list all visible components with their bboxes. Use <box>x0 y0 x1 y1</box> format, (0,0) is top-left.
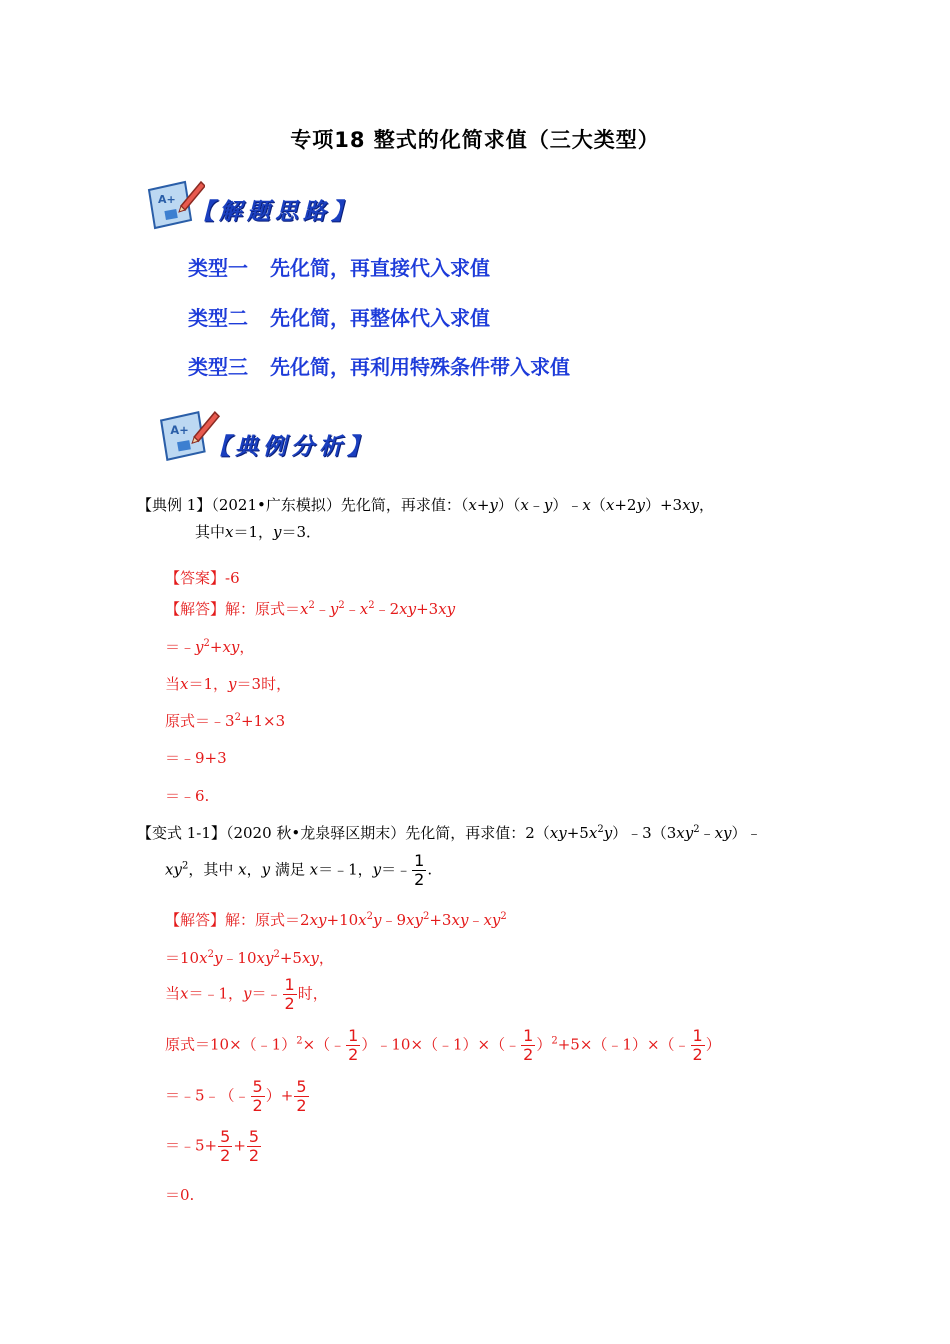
example1-solution-line-5: ＝﹣9+3 <box>165 749 227 767</box>
variant1-solution-line-5: ＝﹣5﹣（﹣ $\frac{5}{2}$ ）+ $\frac{5}{2}$ <box>165 1077 307 1115</box>
type-item-3 <box>188 351 570 380</box>
svg-text:A+: A+ <box>158 193 176 206</box>
example1-solution-line-3: 当x＝1，y＝3时， <box>165 675 292 693</box>
type-item-1 <box>188 252 490 281</box>
example1-tag: 【典例 1】 <box>137 496 212 514</box>
example1-answer <box>165 567 240 588</box>
section-title-thinking: 【解题思路】 <box>191 199 359 225</box>
variant1-solution-line-4: 原式＝10×（﹣1）$^2$×（﹣ $\frac{1}{2}$ ）﹣10×（﹣1）×（﹣ $\frac{1}{2}$ ）$^2$+5×（﹣1）×（﹣ $\frac{1}{2}$ ） <box>165 1026 721 1064</box>
variant1-condition: $xy^2$，其中 x，y 满足 x＝﹣1，y＝﹣ $\frac{1}{2}$ . <box>165 851 433 889</box>
example1-solution-line-2: $=﹣y^2+xy$， <box>165 638 255 656</box>
example1-solution-line-6: ＝﹣6. <box>165 787 210 805</box>
example1-solution-line-1: 【解答】解：原式$=x^2﹣y^2﹣x^2﹣2xy+3xy$ <box>165 600 456 618</box>
example1-source: （2021•广东模拟）先化简，再求值： <box>211 496 461 514</box>
section-title-examples: 【典例分析】 <box>207 434 375 460</box>
variant1-source: （2020 秋•龙泉驿区期末）先化简，再求值： <box>225 824 526 842</box>
page-title: 专项18 整式的化简求值（三大类型） <box>290 128 660 152</box>
type-label: 类型三 <box>188 355 248 379</box>
example1-question: 【典例 1】（2021•广东模拟）先化简，再求值：（x+y）（x﹣y）﹣x（x+2y）+3xy， <box>137 496 715 514</box>
type-text: 先化简，再利用特殊条件带入求值 <box>270 355 570 379</box>
answer-tag: 【答案】 <box>165 569 226 587</box>
type-label: 类型二 <box>188 306 248 330</box>
variant1-solution-line-7: ＝0. <box>165 1186 195 1204</box>
type-text: 先化简，再直接代入求值 <box>270 256 490 280</box>
type-text: 先化简，再整体代入求值 <box>270 306 490 330</box>
variant1-solution-line-6: ＝﹣5+ $\frac{5}{2}$ + $\frac{5}{2}$ <box>165 1127 260 1165</box>
variant1-question: 【变式 1-1】（2020 秋•龙泉驿区期末）先化简，再求值：$2(xy+5x^2y)﹣3(3xy^2﹣xy)﹣$ <box>137 824 762 842</box>
section-banner-examples <box>155 406 415 476</box>
variant1-tag: 【变式 1-1】 <box>137 824 226 842</box>
section-banner-thinking <box>145 176 405 246</box>
type-label: 类型一 <box>188 256 248 280</box>
variant1-solution-line-3: 当x＝﹣1，y＝﹣ $\frac{1}{2}$ 时， <box>165 975 328 1013</box>
answer-value: -6 <box>225 569 240 587</box>
example1-solution-line-4: 原式$=﹣3^2+1\times 3$ <box>165 712 286 730</box>
type-item-2 <box>188 302 490 331</box>
svg-text:A+: A+ <box>170 422 189 437</box>
example1-condition: 其中x＝1，y＝3． <box>195 523 322 541</box>
variant1-solution-line-1: 【解答】解：原式$=2xy+10x^2y﹣9xy^2+3xy﹣xy^2$ <box>165 911 507 929</box>
variant1-solution-line-2: $=10x^2y﹣10xy^2+5xy$， <box>165 949 334 967</box>
